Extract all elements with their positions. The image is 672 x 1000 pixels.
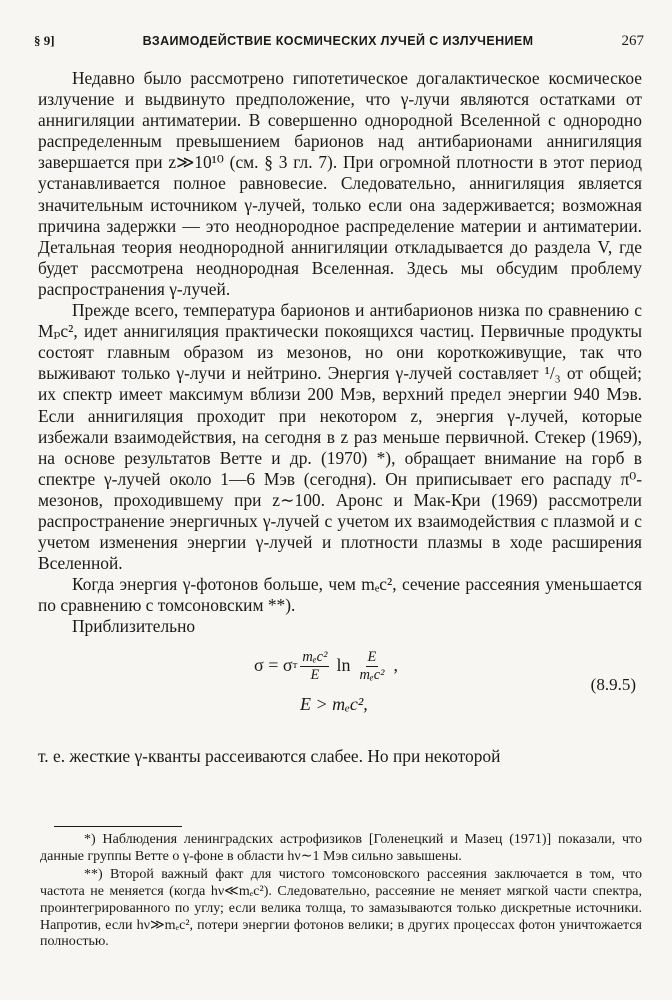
cross-section-formula: [254, 650, 398, 683]
fraction: [300, 650, 329, 683]
footnote: *) Наблюдения ленинградских астрофизиков [Голенецкий и Мазец (1971)] показали, что данные группы Ветте о γ-фоне в области hν∼1 Мэв сильно завышены.: [40, 832, 642, 864]
footnotes: [40, 832, 642, 953]
paragraph: Приблизительно: [72, 616, 196, 637]
equation-number: (8.9.5): [590, 674, 636, 694]
running-title: ВЗАИМОДЕЙСТВИЕ КОСМИЧЕСКИХ ЛУЧЕЙ С ИЗЛУЧЕНИЕМ: [142, 34, 534, 48]
formula-lhs-sub: т: [292, 659, 298, 672]
paragraph: т. е. жесткие γ-кванты рассеиваются слабее. Но при некоторой: [38, 745, 501, 766]
formula-comma: ,: [393, 655, 399, 676]
formula-lhs: σ = σ: [254, 655, 293, 676]
formula-condition: E > mₑc²,: [300, 693, 368, 714]
fraction-numerator: E: [367, 648, 377, 665]
main-text: [38, 68, 642, 767]
fraction-denominator: E: [310, 666, 320, 683]
paragraph: Когда энергия γ-фотонов больше, чем mₑc², сечение рассеяния уменьшается по сравнению с томсоновским **).: [38, 574, 642, 616]
paragraph: Недавно было рассмотрено гипотетическое догалактическое космическое излучение и выдвинуто предположение, что γ-лучи являются остатками от аннигиляции антиматерии. В совершенно однородной Вселенной с однородно распределенным превышением барионов над антибарионами аннигиляция завершается при z≫10¹⁰ (см. § 3 гл. 7). При огромной плотности в этот период устанавливается полное равновесие. Следовательно, аннигиляция является значительным источником γ-лучей, только если она задерживается; возможная причина задержки — это неоднородное распределение материи и антиматерии. Детальная теория неоднородной аннигиляции откладывается до раздела V, где будет рассмотрена неоднородная Вселенная. Здесь мы обсудим проблему распространения γ-лучей.: [38, 68, 642, 299]
fraction-denominator: mₑc²: [359, 666, 385, 683]
fraction-numerator: mₑc²: [302, 648, 328, 665]
paragraph: Прежде всего, температура барионов и антибарионов низка по сравнению с Mₚc², идет аннигиляция практически покоящихся частиц. Первичные продукты состоят главным образом из мезонов, но они короткоживущие, так что выживают только γ-лучи и нейтрино. Энергия γ-лучей составляет ¹/₃ от общей; их спектр имеет максимум вблизи 200 Мэв, верхний предел энергии 940 Мэв. Если аннигиляция проходит при некотором z, энергия γ-лучей, которые избежали взаимодействия, на сегодня в z раз меньше первичной. Стекер (1969), на основе результатов Ветте и др. (1970) *), обращает внимание на горб в спектре γ-лучей около 1—6 Мэв (сегодня). Он приписывает его распаду π⁰-мезонов, проходившему при z∼100. Аронс и Мак-Кри (1969) рассмотрели распространение энергичных γ-лучей с учетом их взаимодействия с плазмой и с учетом изменения энергии γ-лучей и плотности плазмы в ходе расширения Вселенной.: [38, 300, 642, 574]
fraction: [357, 650, 386, 683]
equation-8-9-5: [38, 642, 642, 746]
footnote-divider: [54, 826, 182, 827]
running-header: [34, 30, 644, 52]
section-mark: § 9]: [34, 33, 55, 48]
footnote: **) Второй важный факт для чистого томсоновского рассеяния заключается в том, что частота не меняется (когда hν≪mₑc²). Следовательно, рассеяние не меняет мягкой части спектра, проинтегрированного по углу; если велика толща, то замазываются только дискретные источники. Напротив, если hν≫mₑc², потери энергии фотонов велики; в других процессах фотон уничтожается полностью.: [40, 867, 642, 950]
page-number: 267: [621, 32, 644, 49]
log-symbol: ln: [336, 655, 351, 676]
